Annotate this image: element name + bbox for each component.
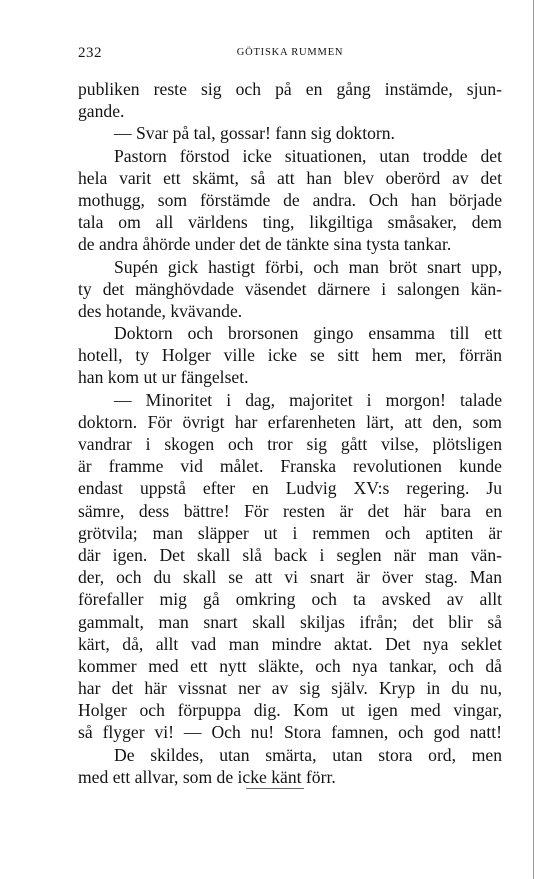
text-line: har det här vissnat ner av sig själv. Kryp in du nu, — [78, 678, 502, 699]
text-line: Pastorn förstod icke situationen, utan trodde det — [114, 145, 502, 166]
text-line: grötvila; man släpper ut i remmen och aptiten är — [78, 522, 502, 543]
text-line: så flyger vi! — Och nu! Stora famnen, och god natt! — [78, 722, 502, 743]
text-line: publiken reste sig och på en gång instämde, sjun- — [78, 79, 502, 99]
text-line: endast uppstå efter en Ludvig XV:s regering. Ju — [78, 478, 502, 499]
text-line: med ett allvar, som de icke känt förr. — [78, 766, 336, 787]
end-divider — [246, 788, 304, 789]
text-line: Supén gick hastigt förbi, och man bröt snart upp, — [114, 256, 502, 277]
text-line: gammalt, man snart skall skiljas ifrån; det blir så — [78, 611, 502, 632]
text-line: är framme vid målet. Franska revolutionen kunde — [78, 456, 502, 477]
text-line: kärt, då, allt vad man mindre aktat. Det nya seklet — [78, 633, 502, 654]
text-line: — Svar på tal, gossar! fann sig doktorn. — [114, 123, 395, 144]
text-line: sämre, dess bättre! För resten är det här bara en — [78, 500, 502, 521]
page-header — [78, 45, 502, 63]
running-title: GÖTISKA RUMMEN — [236, 47, 344, 58]
text-line: hotell, ty Holger ville icke se sitt hem mer, förrän — [78, 345, 502, 366]
page-edge-line — [533, 0, 534, 879]
text-line: de andra åhörde under det de tänkte sina tysta tankar. — [78, 234, 452, 255]
page-number: 232 — [78, 45, 102, 61]
text-line: — Minoritet i dag, majoritet i morgon! talade — [114, 389, 502, 410]
text-line: vandrar i skogen och tror sig gått vilse, plötsligen — [78, 434, 502, 454]
text-line: förefaller mig gå omkring och ta avsked av allt — [78, 589, 502, 610]
text-line: där igen. Det skall slå back i seglen när man vän- — [78, 544, 502, 565]
text-line: kommer med ett nytt släkte, och nya tankar, och då — [78, 655, 502, 676]
text-line: De skildes, utan smärta, utan stora ord, men — [114, 744, 502, 765]
text-line: des hotande, kvävande. — [78, 300, 243, 321]
body-text — [78, 78, 502, 788]
text-line: ty det mänghövdade väsendet därnere i salongen kän- — [78, 278, 502, 299]
text-line: doktorn. För övrigt har erfarenheten lärt, att den, som — [78, 411, 502, 432]
text-line: Holger och förpuppa dig. Kom ut igen med vingar, — [78, 700, 502, 721]
text-line: der, och du skall se att vi snart är över stag. Man — [78, 567, 502, 588]
text-line: Doktorn och brorsonen gingo ensamma till ett — [114, 323, 502, 344]
text-line: mothugg, som förstämde de andra. Och han började — [78, 189, 502, 210]
text-line: tala om all världens ting, likgiltiga småsaker, dem — [78, 212, 502, 233]
text-line: han kom ut ur fängelset. — [78, 367, 249, 388]
text-line: gande. — [78, 101, 125, 122]
text-line: hela varit ett skämt, så att han blev oberörd av det — [78, 167, 502, 188]
